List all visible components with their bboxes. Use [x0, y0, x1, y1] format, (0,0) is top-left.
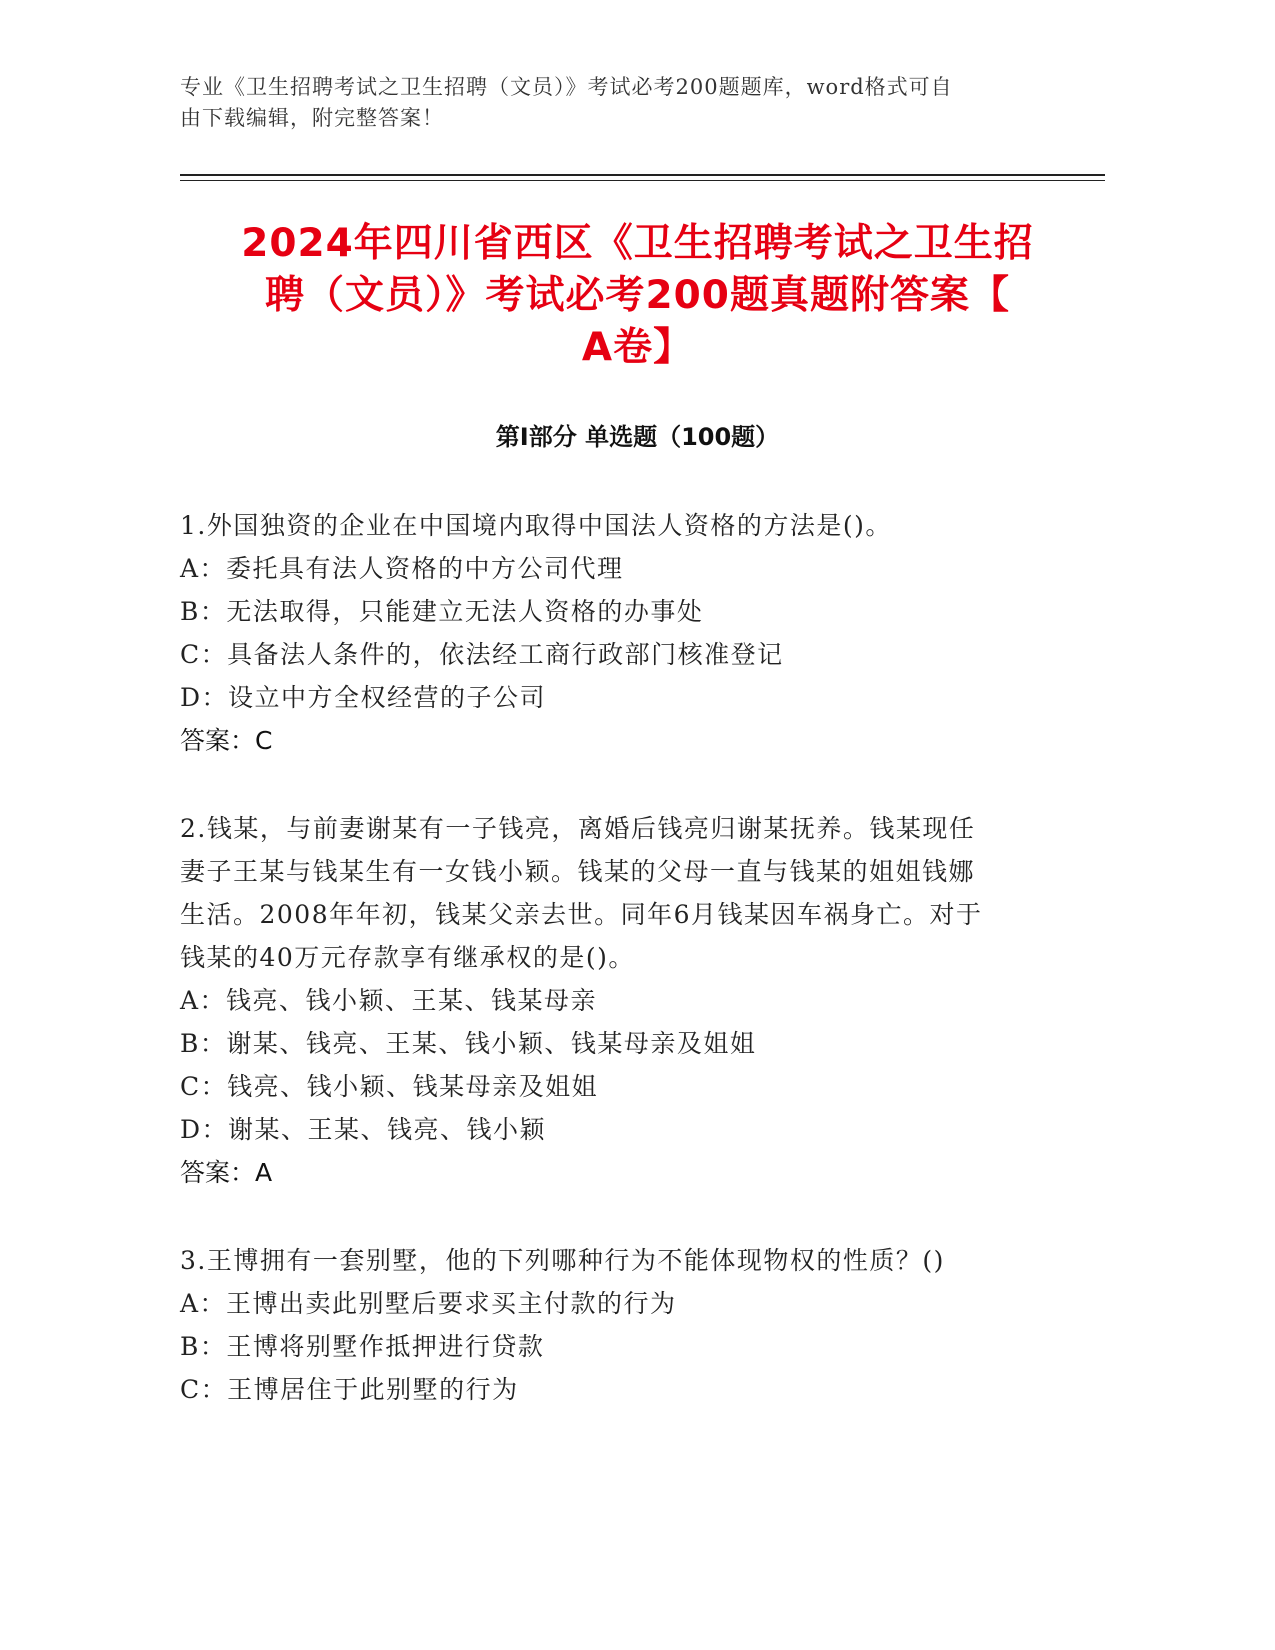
question-stem: 2.钱某，与前妻谢某有一子钱亮，离婚后钱亮归谢某抚养。钱某现任: [180, 814, 976, 843]
section-heading: 第I部分 单选题（100题）: [495, 423, 780, 451]
option-c: C：具备法人条件的，依法经工商行政部门核准登记: [180, 640, 784, 669]
option-a: A：王博出卖此别墅后要求买主付款的行为: [180, 1289, 677, 1318]
option-b: B：王博将别墅作抵押进行贷款: [180, 1332, 545, 1361]
question-stem: 妻子王某与钱某生有一女钱小颖。钱某的父母一直与钱某的姐姐钱娜: [180, 857, 976, 886]
question-stem: 3.王博拥有一套别墅，他的下列哪种行为不能体现物权的性质？(): [180, 1246, 945, 1275]
title-line: 聘（文员）》考试必考200题真题附答案【: [265, 273, 1010, 318]
header-divider-thick: [180, 174, 1105, 176]
question-stem: 钱某的40万元存款享有继承权的是()。: [180, 943, 635, 972]
header-note-line: 专业《卫生招聘考试之卫生招聘（文员）》考试必考200题题库，word格式可自: [180, 75, 953, 99]
option-c: C：王博居住于此别墅的行为: [180, 1375, 519, 1404]
question-stem: 1.外国独资的企业在中国境内取得中国法人资格的方法是()。: [180, 511, 892, 540]
question-3: [180, 1239, 1060, 1411]
option-d: D：谢某、王某、钱亮、钱小颖: [180, 1115, 547, 1144]
option-b: B：谢某、钱亮、王某、钱小颖、钱某母亲及姐姐: [180, 1029, 757, 1058]
answer-line: 答案：A: [180, 1158, 273, 1187]
document-title: [150, 218, 1125, 374]
question-stem: 生活。2008年年初，钱某父亲去世。同年6月钱某因车祸身亡。对于: [180, 900, 983, 929]
option-c: C：钱亮、钱小颖、钱某母亲及姐姐: [180, 1072, 599, 1101]
option-a: A：委托具有法人资格的中方公司代理: [180, 554, 624, 583]
option-a: A：钱亮、钱小颖、王某、钱某母亲: [180, 986, 598, 1015]
option-b: B：无法取得，只能建立无法人资格的办事处: [180, 597, 704, 626]
title-line: 2024年四川省西区《卫生招聘考试之卫生招: [241, 221, 1034, 266]
question-2: [180, 807, 1060, 1195]
title-line: A卷】: [581, 325, 694, 370]
question-1: [180, 504, 1060, 763]
header-divider-thin: [180, 180, 1105, 181]
header-note-line: 由下载编辑，附完整答案！: [180, 106, 444, 130]
answer-line: 答案：C: [180, 726, 273, 755]
option-d: D：设立中方全权经营的子公司: [180, 683, 547, 712]
header-note: [180, 72, 1040, 134]
question-list: [180, 504, 1060, 1455]
